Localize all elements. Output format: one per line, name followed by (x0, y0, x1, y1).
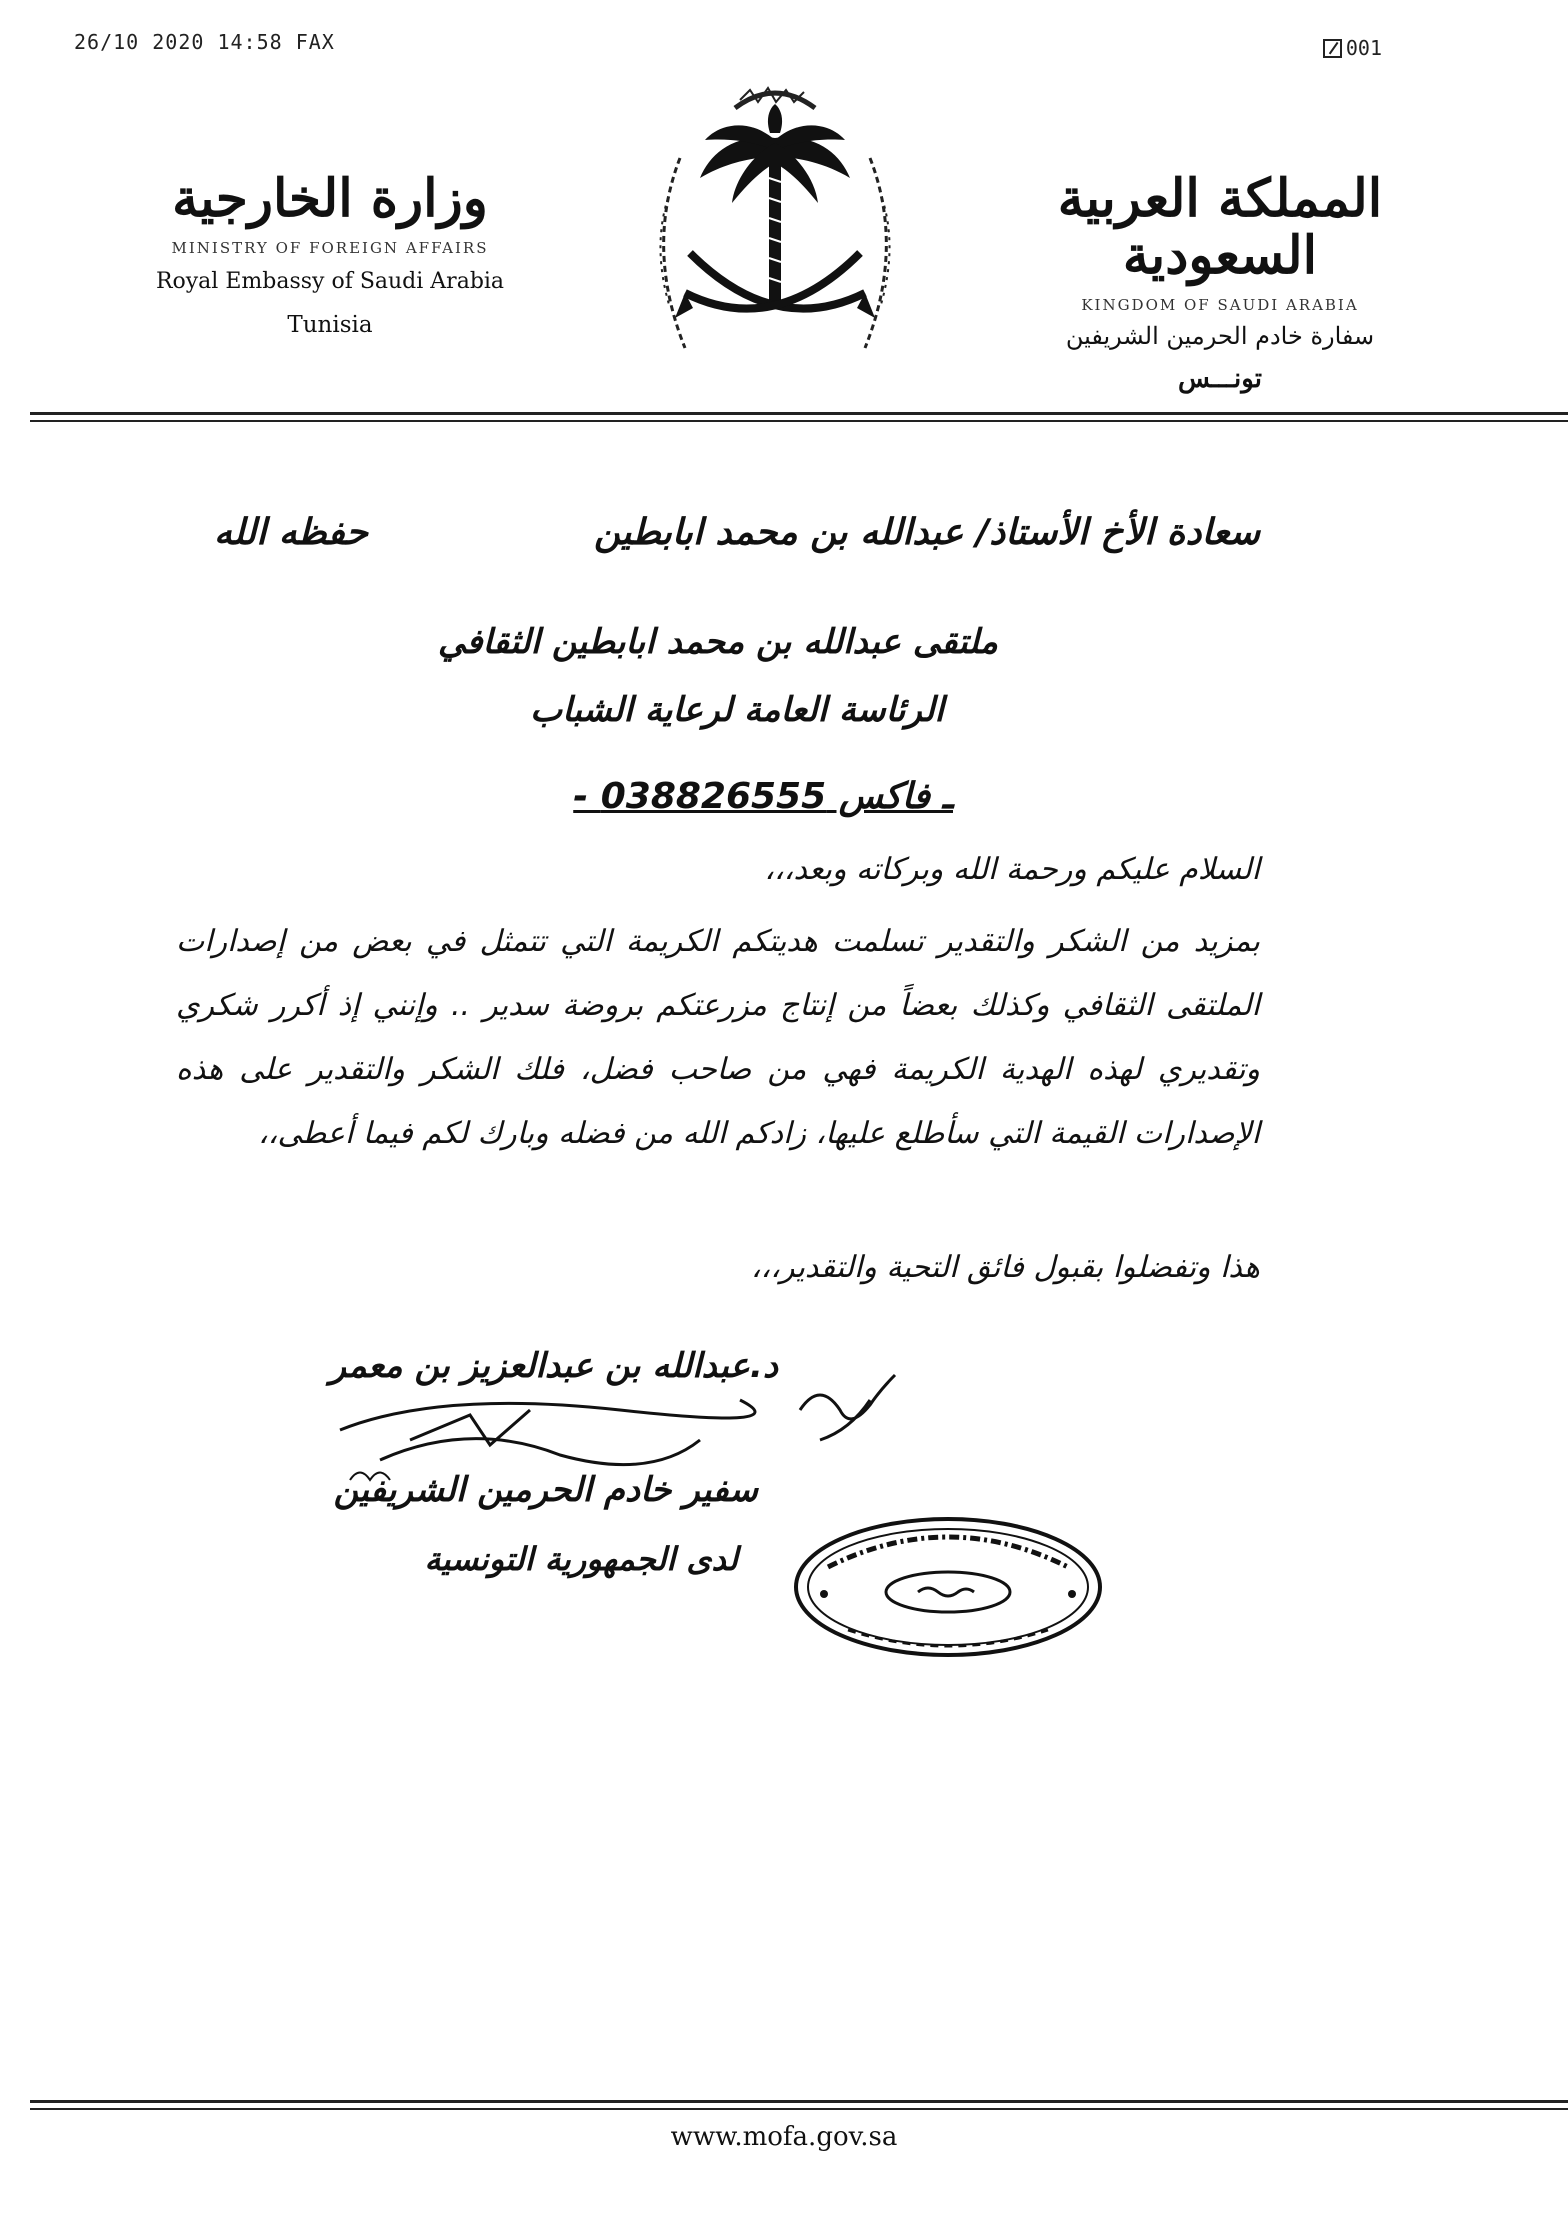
salutation-suffix: حفظه الله (214, 512, 369, 553)
saudi-emblem-icon (640, 78, 910, 388)
city-en: Tunisia (287, 312, 373, 339)
recipient-address-line-1: ملتقى عبدالله بن محمد ابابطين الثقافي (437, 622, 998, 662)
city-ar: تونـــس (1178, 364, 1262, 395)
ministry-name-ar: وزارة الخارجية (172, 168, 488, 229)
letterhead-left (130, 170, 530, 338)
kingdom-name-ar: المملكة العربية السعودية (1057, 168, 1383, 287)
signatory-title: سفير خادم الحرمين الشريفين (333, 1470, 758, 1510)
fax-page-number (1323, 36, 1382, 60)
letterhead-right (1030, 170, 1410, 394)
embassy-name-ar: سفارة خادم الحرمين الشريفين (1065, 322, 1375, 351)
letter-body: بمزيد من الشكر والتقدير تسلمت هديتكم الكريمة التي تتمثل في بعض من إصدارات الملتقى الثقافي وكذلك بعضاً من إنتاج مزرعتكم بروضة سدير .. وإنني إذ أكرر شكري وتقديري لهذه الهدية الكريمة فهي من صاحب فضل، فلك الشكر والتقدير على هذه الإصدارات القيمة التي سأطلع عليها، زادكم الله من فضله وبارك لكم فيما أعطى،، (176, 924, 1260, 1151)
fax-timestamp: 26/10 2020 14:58 FAX (74, 30, 335, 54)
closing: هذا وتفضلوا بقبول فائق التحية والتقدير،،، (750, 1250, 1260, 1285)
recipient-address-line-2: الرئاسة العامة لرعاية الشباب (530, 690, 944, 730)
greeting: السلام عليكم ورحمة الله وبركاته وبعد،،، (764, 852, 1260, 887)
official-seal-icon (788, 1512, 1108, 1662)
footer-divider (30, 2100, 1568, 2110)
salutation: سعادة الأخ الأستاذ/ عبدالله بن محمد ابابطين (594, 512, 1260, 553)
signatory-country: لدى الجمهورية التونسية (424, 1540, 738, 1578)
handwritten-signature-icon (320, 1350, 920, 1490)
ministry-name-en: MINISTRY OF FOREIGN AFFAIRS (171, 239, 489, 258)
header-divider (30, 412, 1568, 422)
kingdom-name-en: KINGDOM OF SAUDI ARABIA (1081, 296, 1359, 315)
signatory-name: د.عبدالله بن عبدالعزيز بن معمر (329, 1346, 778, 1386)
checkbox-icon (1323, 39, 1342, 58)
page-number-text: 001 (1345, 36, 1382, 60)
embassy-name-en: Royal Embassy of Saudi Arabia (155, 269, 505, 295)
footer-website: www.mofa.gov.sa (670, 2122, 898, 2152)
recipient-fax: ـ فاكس 038826555 - (573, 776, 953, 817)
